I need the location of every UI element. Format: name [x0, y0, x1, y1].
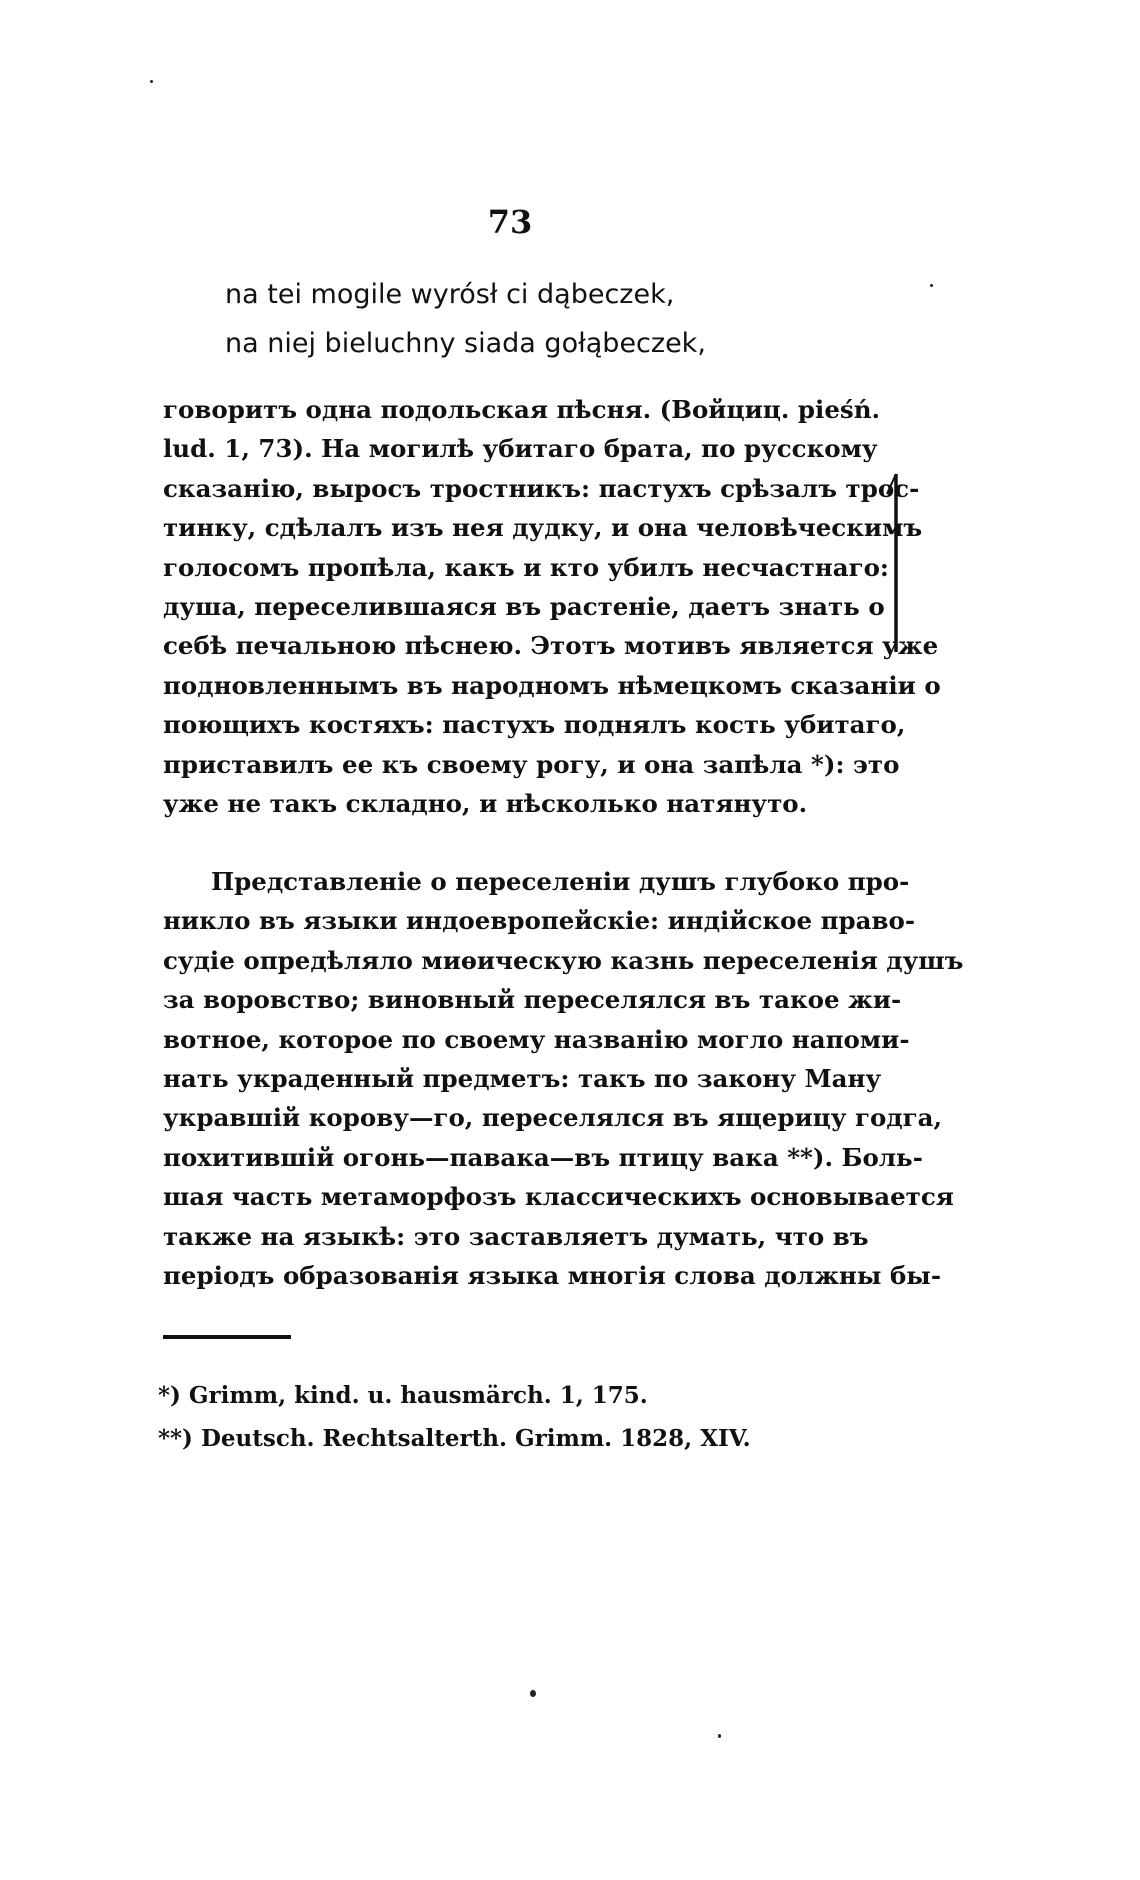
text-line: судіе опредѣляло миѳическую казнь переселенія душъ: [163, 945, 964, 975]
margin-bracket-icon: [883, 470, 909, 656]
verse-quote: [225, 270, 706, 368]
ink-speck: [530, 1690, 536, 1697]
text-line: подновленнымъ въ народномъ нѣмецкомъ сказаніи о: [163, 670, 941, 700]
footnote-divider: [163, 1335, 291, 1339]
text-line: нать украденный предметъ: такъ по закону Ману: [163, 1063, 882, 1093]
footnote: **) Deutsch. Rechtsalterth. Grimm. 1828, XIV.: [158, 1425, 751, 1452]
text-line: lud. 1, 73). На могилѣ убитаго брата, по русскому: [163, 434, 878, 464]
ink-speck: [718, 1734, 721, 1738]
text-line: Представленіе о переселеніи душъ глубоко про-: [211, 867, 910, 896]
footnote: *) Grimm, kind. u. hausmärch. 1, 175.: [158, 1382, 648, 1409]
text-line: вотное, которое по своему названію могло напоми-: [163, 1024, 910, 1054]
page-number: 73: [487, 203, 533, 241]
text-line: укравшій корову—го, переселялся въ ящерицу годга,: [163, 1103, 943, 1133]
text-line: говоритъ одна подольская пѣсня. (Войциц. pieśń.: [163, 395, 881, 424]
text-line: голосомъ пропѣла, какъ и кто убилъ несчастнаго:: [163, 552, 889, 582]
verse-line: na niej bieluchny siada gołąbeczek,: [225, 328, 706, 359]
text-line: уже не такъ складно, и нѣсколько натянуто.: [163, 788, 808, 818]
text-line: сказанію, выросъ тростникъ: пастухъ срѣзалъ трос-: [163, 473, 920, 503]
ink-speck: [930, 284, 933, 287]
text-line: никло въ языки индоевропейскіе: индійское право-: [163, 906, 916, 936]
verse-line: na tei mogile wyrósł ci dąbeczek,: [225, 279, 675, 310]
text-line: періодъ образованія языка многія слова должны бы-: [163, 1260, 942, 1290]
text-line: себѣ печальною пѣснею. Этотъ мотивъ является уже: [163, 631, 939, 661]
footnotes: [158, 1374, 751, 1460]
text-line: за воровство; виновный переселялся въ такое жи-: [163, 985, 902, 1015]
text-line: похитившій огонь—павака—въ птицу вака **). Боль-: [163, 1142, 923, 1172]
text-line: душа, переселившаяся въ растеніе, даетъ знать о: [163, 591, 885, 621]
text-line: поющихъ костяхъ: пастухъ поднялъ кость убитаго,: [163, 710, 906, 740]
paragraph-1: [163, 390, 941, 823]
text-line: шая часть метаморфозъ классическихъ основывается: [163, 1182, 954, 1212]
text-line: приставилъ ее къ своему рогу, и она запѣла *): это: [163, 749, 900, 779]
paragraph-2: [163, 862, 964, 1295]
text-line: тинку, сдѣлалъ изъ нея дудку, и она человѣческимъ: [163, 513, 923, 543]
ink-speck: [150, 80, 153, 83]
text-line: также на языкѣ: это заставляетъ думать, что въ: [163, 1221, 869, 1251]
